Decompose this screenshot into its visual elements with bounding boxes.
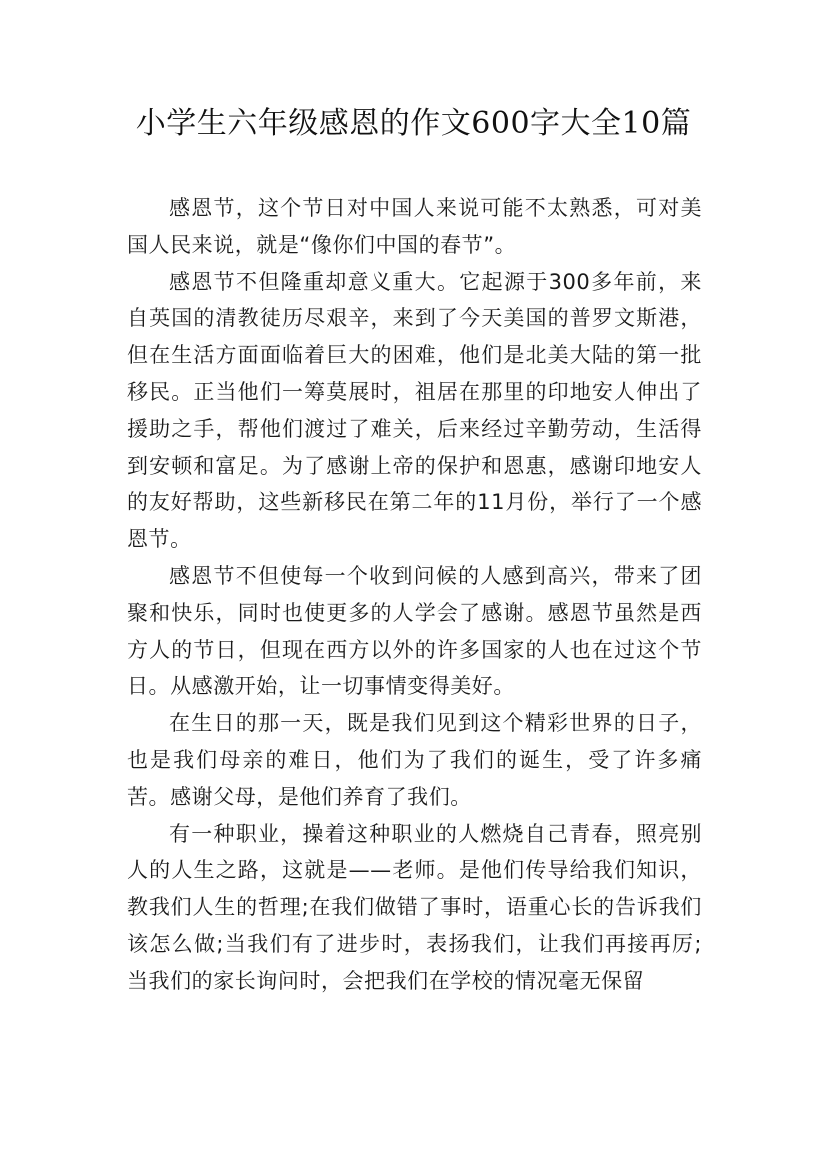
document-title: 小学生六年级感恩的作文600字大全10篇: [135, 106, 692, 141]
paragraph-4: 在生日的那一天，既是我们见到这个精彩世界的日子，也是我们母亲的难日，他们为了我们的诞生，受了许多痛苦。感谢父母，是他们养育了我们。: [127, 711, 702, 809]
paragraph-5: 有一种职业，操着这种职业的人燃烧自己青春，照亮别人的人生之路，这就是——老师。是他们传导给我们知识，教我们人生的哲理;在我们做错了事时，语重心长的告诉我们该怎么做;当我们有了进步时，表扬我们，让我们再接再厉;当我们的家长询问时，会把我们在学校的情况毫无保留: [127, 821, 702, 993]
paragraph-2: 感恩节不但隆重却意义重大。它起源于300多年前，来自英国的清教徒历尽艰辛，来到了今天美国的普罗文斯港，但在生活方面面临着巨大的困难，他们是北美大陆的第一批移民。正当他们一筹莫展时，祖居在那里的印地安人伸出了援助之手，帮他们渡过了难关，后来经过辛勤劳动，生活得到安顿和富足。为了感谢上帝的保护和恩惠，感谢印地安人的友好帮助，这些新移民在第二年的11月份，举行了一个感恩节。: [127, 269, 702, 552]
paragraph-3: 感恩节不但使每一个收到问候的人感到高兴，带来了团聚和快乐，同时也使更多的人学会了感谢。感恩节虽然是西方人的节日，但现在西方以外的许多国家的人也在过这个节日。从感激开始，让一切事情变得美好。: [127, 563, 702, 699]
paragraph-1: 感恩节，这个节日对中国人来说可能不太熟悉，可对美国人民来说，就是“像你们中国的春节”。: [127, 196, 702, 257]
document-body: [127, 190, 702, 1000]
